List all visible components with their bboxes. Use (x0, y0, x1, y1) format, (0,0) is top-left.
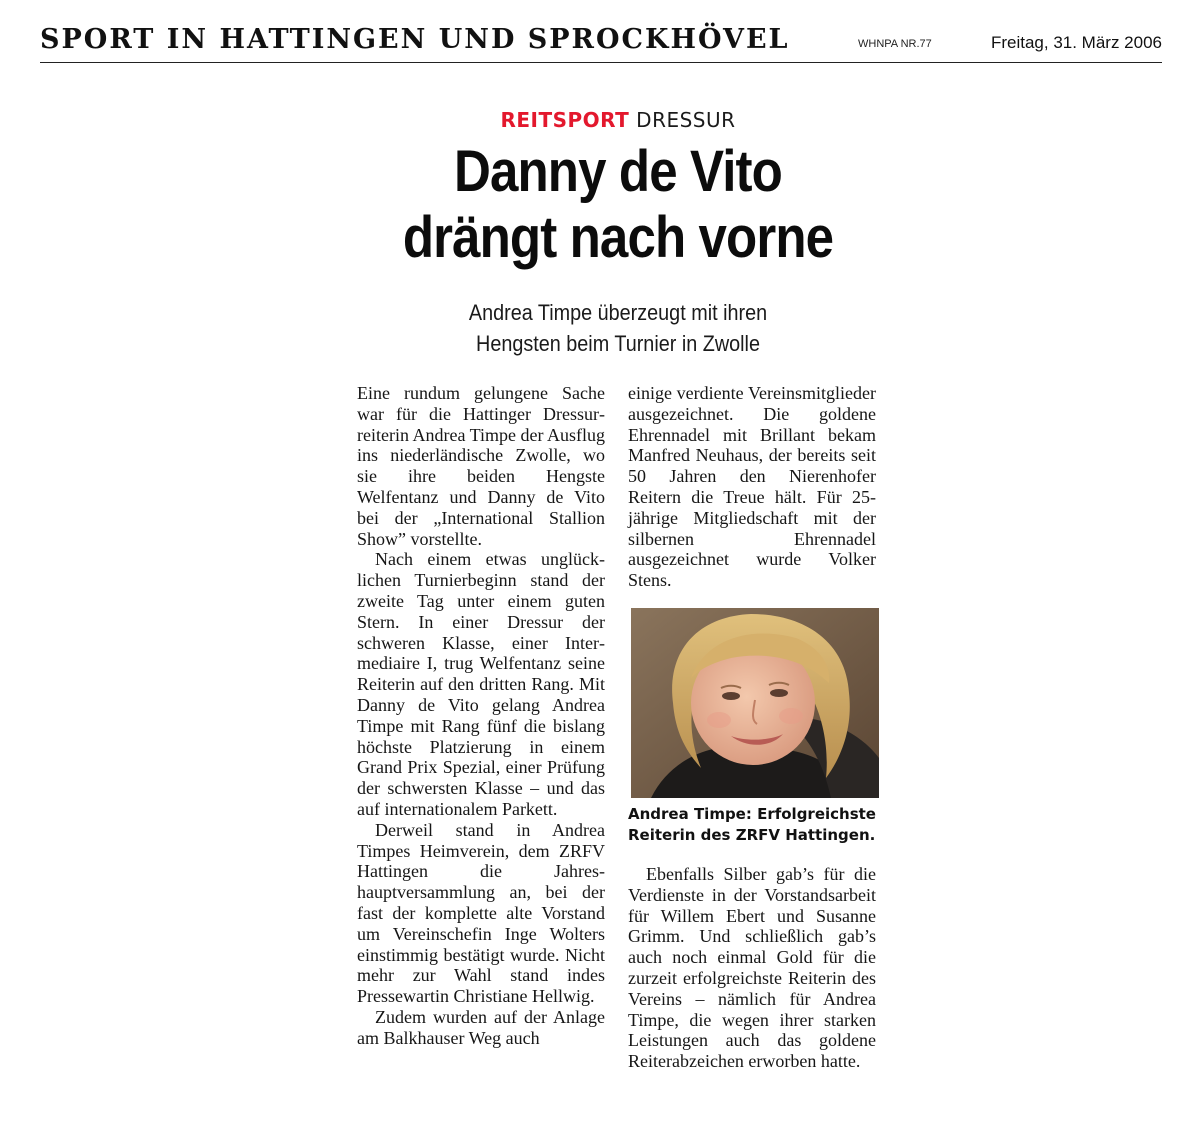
article-column-1 (357, 383, 605, 1049)
paragraph-6: Ebenfalls Silber gab’s für die Verdienste in der Vorstandsarbeit für Willem Ebert und Susanne Grimm. Und schließlich gab’s auch noch einmal Gold für die zurzeit erfolgreichste Reiterin des Vereins – nämlich für Andrea Timpe, die wegen ihrer starken Leistungen auch das goldene Reiterabzeichen erworben hatte. (628, 864, 876, 1072)
paragraph-2: Nach einem etwas unglücklichen Turnierbeginn stand der zweite Tag unter einem guten Stern. In einer Dressur der schweren Klasse, einer Intermediaire I, trug Welfentanz seine Reiterin auf den dritten Rang. Mit Danny de Vito gelang Andrea Timpe mit Rang fünf die bislang höchste Platzierung in einem Grand Prix Spezial, einer Prüfung der schwersten Klasse – und das auf internationalem Parkett. (357, 549, 605, 819)
paragraph-3: Derweil stand in Andrea Timpes Heimverein, dem ZRFV Hattingen die Jahreshauptversammlung an, bei der fast der komplette alte Vorstand um Vereinschefin Inge Wolters einstimmig bestätigt wurde. Nicht mehr zur Wahl stand indes Pressewartin Christiane Hellwig. (357, 819, 605, 1007)
portrait-photo (631, 608, 879, 798)
kicker-category: REITSPORT (500, 108, 630, 132)
headline-line-1: Danny de Vito (454, 139, 782, 204)
subheadline (62, 297, 1174, 359)
paragraph-4: Zudem wurden auf der Anlage am Balkhauser Weg auch (357, 1006, 605, 1048)
publication-date: Freitag, 31. März 2006 (990, 33, 1162, 52)
kicker (0, 108, 1200, 132)
portrait-illustration (631, 608, 879, 798)
photo-caption (628, 804, 888, 846)
headline-line-2: drängt nach vorne (402, 205, 834, 270)
headline (74, 139, 1162, 271)
section-title: SPORT IN HATTINGEN UND SPROCKHÖVEL (40, 24, 790, 55)
paragraph-1: Eine rundum gelungene Sache war für die Hattinger Dressurreiterin Andrea Timpe der Ausflug ins niederländische Zwolle, wo sie ihre beiden Hengste Welfentanz und Danny de Vito bei der „International Stallion Show” vorstellte. (357, 383, 605, 549)
subheadline-line-2: Hengsten beim Turnier in Zwolle (476, 331, 760, 356)
caption-line-2: Reiterin des ZRFV Hattingen. (628, 826, 876, 844)
page-number: WHNPA NR.77 (858, 38, 932, 50)
subheadline-line-1: Andrea Timpe überzeugt mit ihren (468, 300, 768, 325)
masthead (40, 22, 1162, 63)
paragraph-5: einige verdiente Vereinsmitglieder ausgezeichnet. Die goldene Ehrennadel mit Brillant bekam Manfred Neuhaus, der bereits seit 50 Jahren den Nierenhofer Reitern die Treue hält. Für 25-jährige Mitgliedschaft mit der silbernen Ehrennadel ausgezeichnet wurde Volker Stens. (628, 383, 876, 591)
caption-line-1: Andrea Timpe: Erfolgreichste (628, 805, 876, 823)
article-column-2-top (628, 383, 876, 591)
kicker-topic: DRESSUR (636, 108, 736, 132)
article-column-2-bottom (628, 864, 876, 1072)
